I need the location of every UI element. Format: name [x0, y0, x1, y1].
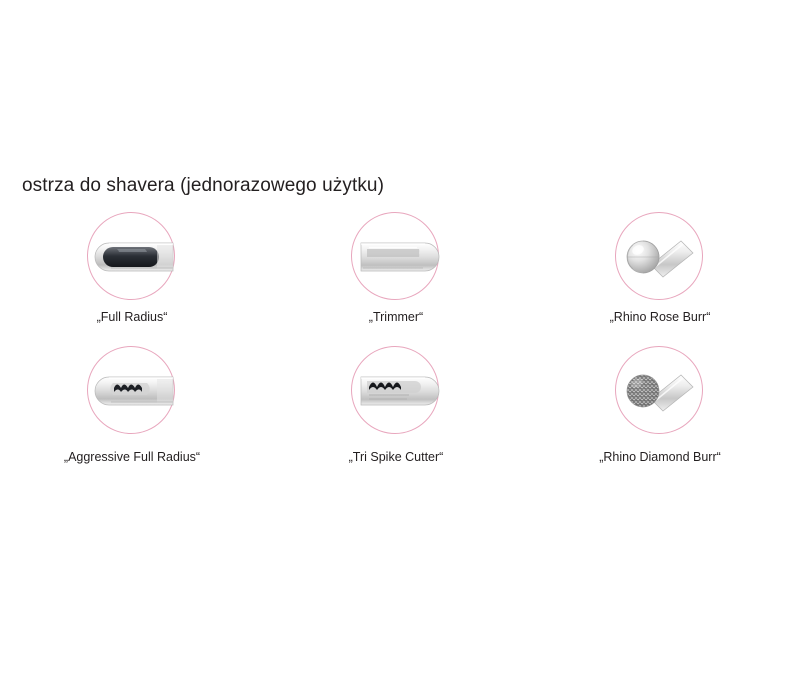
blade-caption: „Rhino Rose Burr“	[609, 310, 711, 324]
blade-row-2	[0, 346, 794, 464]
blade-image-full-radius	[87, 212, 177, 302]
blade-caption: „Rhino Diamond Burr“	[599, 450, 721, 464]
blade-item-trimmer	[264, 212, 528, 324]
blade-gallery	[0, 212, 794, 464]
blade-caption: „Full Radius“	[96, 310, 168, 324]
shaver-burr-rhino-rose-icon	[615, 227, 705, 287]
shaver-blade-tri-spike-cutter-icon	[351, 361, 441, 421]
shaver-blade-aggressive-full-radius-icon	[87, 361, 177, 421]
blade-caption: „Tri Spike Cutter“	[348, 450, 444, 464]
blade-row-1	[0, 212, 794, 324]
blade-image-rhino-rose-burr	[615, 212, 705, 302]
blade-item-full-radius	[0, 212, 264, 324]
blade-item-rhino-diamond-burr	[528, 346, 792, 464]
blade-image-trimmer	[351, 212, 441, 302]
blade-caption: „Trimmer“	[368, 310, 424, 324]
blade-image-tri-spike-cutter	[351, 346, 441, 436]
blade-item-rhino-rose-burr	[528, 212, 792, 324]
blade-image-rhino-diamond-burr	[615, 346, 705, 436]
shaver-blade-trimmer-icon	[351, 227, 441, 287]
blade-image-aggressive-full-radius	[87, 346, 177, 436]
blade-caption: „Aggressive Full Radius“	[63, 450, 201, 464]
shaver-blade-full-radius-icon	[87, 227, 177, 287]
shaver-burr-rhino-diamond-icon	[615, 361, 705, 421]
page-title: ostrza do shavera (jednorazowego użytku)	[22, 174, 385, 196]
blade-item-aggressive-full-radius	[0, 346, 264, 464]
blade-item-tri-spike-cutter	[264, 346, 528, 464]
